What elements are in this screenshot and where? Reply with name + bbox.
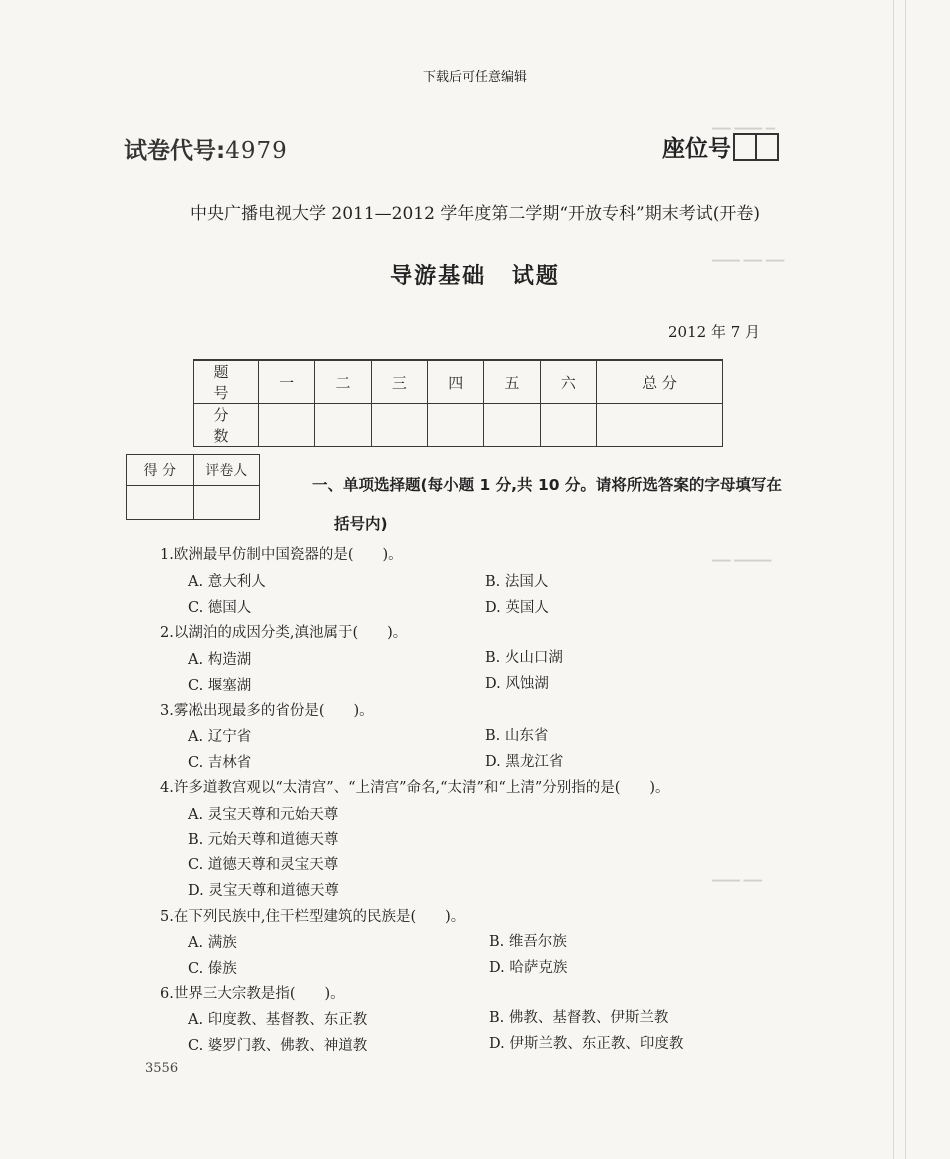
paper-code-label: 试卷代号: — [124, 138, 226, 164]
question-2-option-d[interactable]: D. 风蚀湖 — [485, 676, 549, 692]
question-2: 2.以湖泊的成因分类,滇池属于( )。 — [160, 625, 408, 641]
question-1-option-c[interactable]: C. 德国人 — [188, 600, 252, 616]
score-cell: 总 分 — [597, 360, 723, 404]
page-edge — [893, 0, 894, 1159]
paper-code-number: 4979 — [225, 138, 288, 164]
score-cell: 一 — [259, 360, 315, 404]
score-table — [193, 359, 723, 447]
exam-title: 中央广播电视大学 2011—2012 学年度第二学期“开放专科”期末考试(开卷) — [190, 204, 760, 224]
score-cell: 题 号 — [194, 360, 259, 404]
exam-date: 2012 年 7 月 — [668, 323, 761, 341]
question-6-option-b[interactable]: B. 佛教、基督教、伊斯兰教 — [489, 1010, 669, 1026]
subject-title: 导游基础 试题 — [390, 264, 560, 289]
seat-number-boxes[interactable] — [733, 133, 779, 161]
question-2-option-b[interactable]: B. 火山口湖 — [485, 650, 563, 666]
question-6-option-a[interactable]: A. 印度教、基督教、东正教 — [188, 1012, 368, 1028]
bleed-through-text: ▔▔▔ ▔▔ ▔▔ — [712, 260, 785, 274]
score-entry-cell[interactable] — [315, 404, 371, 447]
grader-score-label: 得 分 — [127, 455, 194, 486]
seat-number — [662, 130, 779, 163]
question-2-option-c[interactable]: C. 堰塞湖 — [188, 678, 252, 694]
score-cell: 五 — [484, 360, 540, 404]
question-4-option-d[interactable]: D. 灵宝天尊和道德天尊 — [188, 883, 339, 899]
question-5: 5.在下列民族中,住干栏型建筑的民族是( )。 — [160, 909, 466, 925]
section-title: 一、单项选择题(每小题 1 分,共 10 分。请将所选答案的字母填写在 — [312, 476, 782, 494]
question-6-option-d[interactable]: D. 伊斯兰教、东正教、印度教 — [489, 1036, 684, 1052]
question-1-option-b[interactable]: B. 法国人 — [485, 574, 549, 590]
bleed-through-text: ▔▔ ▔▔▔▔ — [712, 560, 772, 574]
score-table-score-row — [194, 404, 723, 447]
score-entry-cell[interactable] — [540, 404, 596, 447]
question-1-option-d[interactable]: D. 英国人 — [485, 600, 549, 616]
question-3-option-d[interactable]: D. 黑龙江省 — [485, 754, 564, 770]
bleed-through-text: ▔▔▔ ▔▔ — [712, 880, 762, 894]
score-cell: 四 — [428, 360, 484, 404]
score-cell: 六 — [540, 360, 596, 404]
score-table-header-row — [194, 360, 723, 404]
score-entry-cell[interactable] — [259, 404, 315, 447]
question-4-option-c[interactable]: C. 道德天尊和灵宝天尊 — [188, 857, 339, 873]
question-5-option-d[interactable]: D. 哈萨克族 — [489, 960, 568, 976]
question-2-option-a[interactable]: A. 构造湖 — [188, 652, 252, 668]
question-6-option-c[interactable]: C. 婆罗门教、佛教、神道教 — [188, 1038, 368, 1054]
question-5-option-b[interactable]: B. 维吾尔族 — [489, 934, 567, 950]
seat-label: 座位号 — [662, 136, 731, 162]
question-3-option-c[interactable]: C. 吉林省 — [188, 755, 252, 771]
section-title-continued: 括号内) — [334, 515, 388, 533]
header-note: 下载后可任意编辑 — [422, 70, 527, 85]
paper-code — [124, 132, 288, 165]
grader-table — [126, 454, 260, 520]
question-3-option-b[interactable]: B. 山东省 — [485, 728, 549, 744]
score-cell: 分 数 — [194, 404, 259, 447]
page-edge — [905, 0, 906, 1159]
question-4-option-b[interactable]: B. 元始天尊和道德天尊 — [188, 832, 339, 848]
footer-page-code: 3556 — [145, 1061, 179, 1076]
question-4: 4.许多道教宫观以“太清宫”、“上清宫”命名,“太清”和“上清”分别指的是( )。 — [160, 780, 670, 796]
question-4-option-a[interactable]: A. 灵宝天尊和元始天尊 — [188, 807, 339, 823]
score-cell: 三 — [371, 360, 427, 404]
question-1-option-a[interactable]: A. 意大利人 — [188, 574, 266, 590]
grader-score-entry[interactable] — [127, 486, 194, 520]
score-entry-cell[interactable] — [371, 404, 427, 447]
bleed-through-text: ▔▔ ▔▔▔ ▔ — [712, 128, 775, 142]
score-cell: 二 — [315, 360, 371, 404]
grader-name-label: 评卷人 — [193, 455, 260, 486]
score-entry-cell[interactable] — [484, 404, 540, 447]
question-5-option-c[interactable]: C. 傣族 — [188, 961, 237, 977]
question-5-option-a[interactable]: A. 满族 — [188, 935, 237, 951]
score-entry-cell[interactable] — [597, 404, 723, 447]
score-entry-cell[interactable] — [428, 404, 484, 447]
question-6: 6.世界三大宗教是指( )。 — [160, 986, 345, 1002]
grader-name-entry[interactable] — [193, 486, 260, 520]
question-1: 1.欧洲最早仿制中国瓷器的是( )。 — [160, 547, 403, 563]
question-3-option-a[interactable]: A. 辽宁省 — [188, 729, 252, 745]
question-3: 3.雾凇出现最多的省份是( )。 — [160, 703, 374, 719]
